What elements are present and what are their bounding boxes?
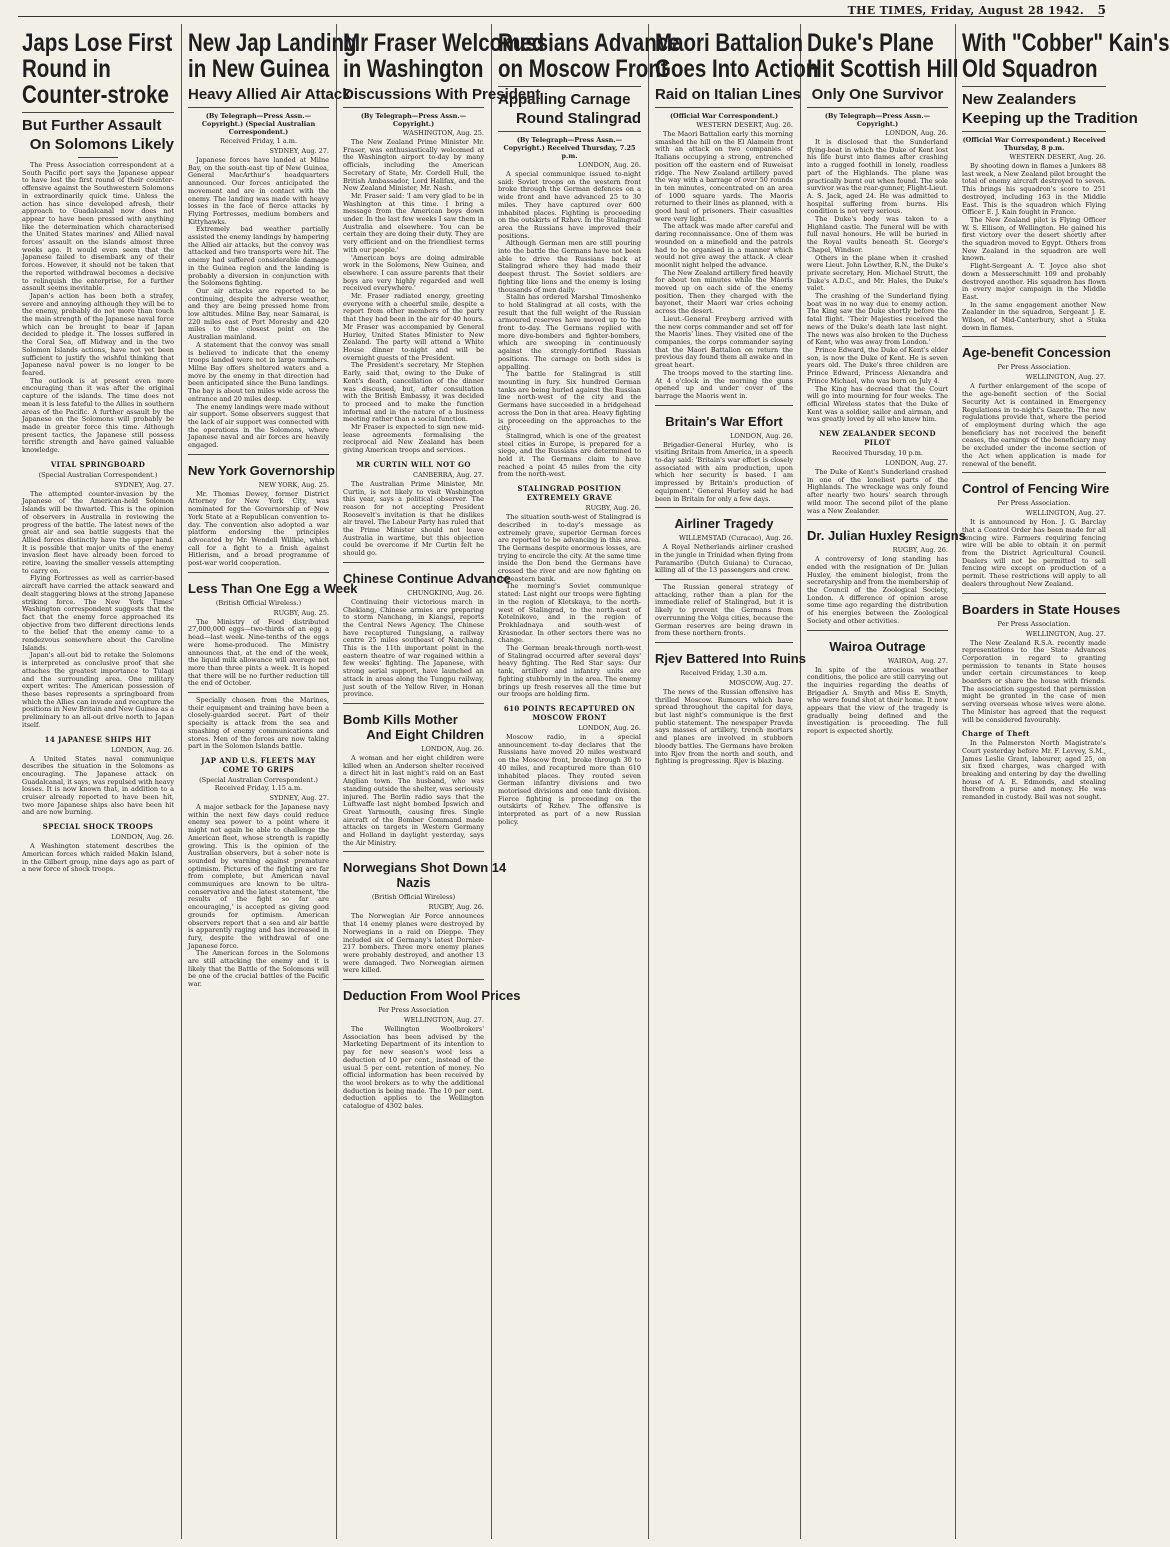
headline-huxley: Dr. Julian Huxley Resigns <box>807 528 966 544</box>
headline-cobber-kain <box>962 29 1170 83</box>
dateline: RUGBY, Aug. 26. <box>892 546 948 555</box>
divider <box>807 107 948 108</box>
headline-line: With "Cobber" Kain's <box>962 29 1170 57</box>
divider <box>655 405 793 406</box>
headline-norwegians <box>343 860 507 891</box>
column-rule <box>491 24 492 1539</box>
divider <box>962 593 1106 594</box>
dateline: WELLINGTON, Aug. 27. <box>403 1016 484 1025</box>
article-paragraph: The morning's Soviet communique stated: Last night our troops were fighting in the region of Kletskaya, to the north-west of Stalingrad, to the north-east of Kotelnikovo, and in the region of Prokhladnaya and south-west of Krasnodar. In other sectors there was no change. <box>498 582 641 645</box>
column-rule <box>181 24 182 1539</box>
dateline: WAIROA, Aug. 27. <box>887 656 948 665</box>
subhead: Discussions With President <box>343 86 541 103</box>
subhead: New Zealanders <box>962 91 1077 108</box>
divider <box>188 107 329 108</box>
article-paragraph: 'American boys are doing admirable work in the Solomons, New Guinea, and elsewhere. I can assure parents that their boys are very highly regarded and well received everywhere.' <box>343 253 484 293</box>
dateline: RUGBY, Aug. 26. <box>428 903 484 912</box>
subhead: On Solomons Likely <box>29 136 174 153</box>
article-paragraph: The situation south-west of Stalingrad is described in to-day's message as extremely grave, superior German forces are reported to be advancing in this area. The Germans despite enormous losses, are trying to encircle the city. At the same time inside the Don bend the Germans have crossed the river and are now fighting on the eastern bank. <box>498 513 641 583</box>
article-paragraph: The attack was made after careful and daring reconnaissance. One of them was wounded on a minefield and the patrols had to be organised in a manner which would not give away the attack. A clear moonlit night helped the advance. <box>655 222 793 269</box>
column-rule <box>648 24 649 1539</box>
article-paragraph: Lieut.-General Freyberg arrived with the new corps commander and set off for the Maoris' lines. They visited one of the companies, the corps commander saying that the Maori Battalion on return the previous day found them all awake and in great heart. <box>655 314 793 370</box>
article-paragraph: A Washington statement describes the American forces which raided Makin Island, in the Gilbert group, nine days ago as part of a new force of shock troops. <box>22 842 174 874</box>
article-paragraph: Japan's action has been both a strafey, severe and annoying although they will be to the enemy, probably do not more than touch the main strength of the Japanese naval force which can be brought to bear if Japan decided to pledge it. The losses suffered in the Coral Sea, off Midway and in the two Solomon Islands actions, have not yet been sufficient to justify the wishful thinking that Japanese naval power is no longer to be feared. <box>22 291 174 377</box>
page-number: 5 <box>1097 3 1106 17</box>
article-paragraph: The attempted counter-invasion by the Japanese of the American-held Solomon Islands will be thwarted. This is the opinion of observers in Australia in reviewing the progress of the battle. The latest news of the great air and sea battle suggests that the Allied forces distinctly have the upper hand. It is possible that major units of the enemy invasion fleet have already been forced to retire, leaving the smaller vessels attempting to carry on. <box>22 489 174 575</box>
article-paragraph: Although German men are still pouring into the battle the Germans have not been able to drive the Russians back at Stalingrad where they had made their deepest thrust. The Soviet soldiers are fighting like lions and the enemy is losing thousands of men daily. <box>498 239 641 294</box>
article-paragraph: Mr. Thomas Dewey, former District Attorney for New York City, was nominated for the Governorship of New York State at a Republican convention to-day. The convention also adopted a war platform endorsing the principles advocated by Mr. Wendell Willkie, which call for a fight to a finish against Hitlerism, and a broad programme of post-war world cooperation. <box>188 489 329 568</box>
dateline: LONDON, Aug. 27. <box>885 459 948 468</box>
headline-line: Mr Fraser Welcomed <box>343 29 545 57</box>
article-paragraph: Brigadier-General Hurley, who is visiting Britain from America, in a speech to-day said: 'Britain's war effort is closely associated with aim production, upon which her security is based. I am impressed by Britain's production of equipment.' General Hurley said he had been in Britain for only a few days. <box>655 440 793 503</box>
divider <box>498 86 641 87</box>
column-rule <box>955 24 956 1539</box>
headline-airliner: Airliner Tragedy <box>674 516 774 532</box>
column-4 <box>498 24 680 1539</box>
article-paragraph: The Maori Battalion early this morning smashed the hill on the El Alamein front with an attack on two companies of Italians occupying a strong, entrenched position off the eastern end of Ruweisat ridge. The New Zealand artillery paved the way with a barrage of over 50 rounds in ten minutes, concentrated on an area of 1000 square yards. The Maoris returned to their lines as planned, with a good haul of prisoners. Their casualties were very light. <box>655 130 793 223</box>
dateline: LONDON, Aug. 26. <box>578 161 641 169</box>
headline-line: Norwegians Shot Down 14 <box>343 860 507 876</box>
received-time: Received Friday, 1.30 a.m. <box>680 668 768 677</box>
section-heading: MR CURTIN WILL NOT GO <box>356 459 471 469</box>
dateline: WELLINGTON, Aug. 27. <box>1025 373 1106 382</box>
headline-britain-war-effort: Britain's War Effort <box>665 413 783 429</box>
article-paragraph: Mr. Fraser said: 'I am very glad to be in Washington at this time. I bring a message from the American boys down under. In the last few weeks I saw them in Australia and elsewhere. You can be certain they are doing their duty. They are very efficient and on the friendliest terms with our people.' <box>343 191 484 254</box>
article-paragraph: A major setback for the Japanese navy within the next few days could reduce enemy sea power to a point where it might not again be able to challenge the American fleet, whose strength is rapidly growing. This is the opinion of the Australian observers, but a sober note is sounded by warning against premature optimism. Pictures of the fighting are far from complete, but American naval communiques are known to be ultra-conservative and the latest statement, 'the results of the fight so far are encouraging,' is accepted as giving good grounds for optimism. American observers report that a sea and air battle is apparently raging and has increased in fury, despite the withdrawal of one Japanese force. <box>188 803 329 950</box>
dateline: WILLEMSTAD (Curacao), Aug. 26. <box>679 534 793 543</box>
divider <box>343 562 484 563</box>
article-paragraph: Our air attacks are reported to be continuing, despite the adverse weather, and they are being pressed home from low altitudes. Milne Bay, near Samarai, is 220 miles east of Port Moresby and 420 miles to the closest point on the Australian mainland. <box>188 286 329 342</box>
masthead-date: THE TIMES, Friday, August 28 1942. <box>847 4 1084 17</box>
article-paragraph: By shooting down in flames a Junkers 88 last week, a New Zealand pilot brought the total of enemy aircraft destroyed to seven. This brings his squadron's score to 251 destroyed, including 163 in the Middle East. This is the squadron which Flying Officer E. J. Kain fought in France. <box>962 162 1106 217</box>
article-paragraph: The Russian general strategy of attacking, rather than a plan for the immediate relief of Stalingrad, but it is likely to prevent the Germans from overrunning the Volga cities, because the German reserves are being drawn in from these northern fronts. <box>655 583 793 638</box>
article-paragraph: Stalingrad, which is one of the greatest steel cities in Europe, is prepared for a siege, and the Russians are determined to hold it. The Germans claim to have reached a point 45 miles from the city from the north-west. <box>498 431 641 479</box>
article-paragraph: In spite of the atrocious weather conditions, the police are still carrying out the inquiries regarding the deaths of Brigadier A. Smyth and Miss E. Smyth, who were found shot at their home. It now appears that the view of the tragedy is gradually being defined and the investigation is proceeding. The full report is expected shortly. <box>807 665 948 736</box>
article-paragraph: The New Zealand Prime Minister Mr. Fraser, was enthusiastically welcomed at the Washington airport to-day by many officials, including the American Secretary of State, Mr. Cordell Hull, the British Ambassador, Lord Halifax, and the New Zealand Minister, Mr. Nash. <box>343 138 484 193</box>
article-paragraph: The New Zealand artillery fired heavily for about ten minutes while the Maoris moved up on each side of the enemy position. Then they charged with the bayonet, their Maori war cries echoing across the desert. <box>655 268 793 316</box>
column-5 <box>655 24 819 1539</box>
headline-line: Counter-stroke <box>22 81 169 109</box>
dateline: SYDNEY, Aug. 27. <box>114 480 174 489</box>
article-paragraph: The news of the Russian offensive has thrilled Moscow. Rumours which have spread throughout the capital for days, but last night's communique is the first public statement. The newspaper Pravda says masses of artillery, trench mortars and planes are involved in stubborn bloody battles. The Germans have broken into Rjev from the north and south, and fighting is progressing. Rjev is blazing. <box>655 687 793 766</box>
article-paragraph: The Duke's body was taken to a Highland castle. The funeral will be with full naval honours. He will be buried in the Royal vaults beneath St. George's Chapel, Windsor. <box>807 215 948 254</box>
headline-wool: Deduction From Wool Prices <box>343 988 521 1004</box>
article-paragraph: It is disclosed that the Sunderland flying-boat in which the Duke of Kent lost his life burst into flames after crashing into a rugged foothill in lonely, roadless part of the Highlands. The plane was practically burnt out when found. The sole survivor was the rear-gunner, Flight-Lieut. A. S. Jack, aged 24. He was admitted to hospital suffering from burns. His condition is not very serious. <box>807 138 948 216</box>
headline-line: Old Squadron <box>962 55 1098 83</box>
article-paragraph: Stalin has ordered Marshal Timoshenko to hold Stalingrad at all costs, with the result that the full weight of the Russian armoured reserves have moved up to the front to-day. The Germans replied with more dive-bombers and fighter-bombers, which are swooping in continuously against the strongly-fortified Russian positions. The carnage on both sides is appalling. <box>498 293 641 371</box>
byline: Per Press Association. <box>997 619 1071 628</box>
headline-line: on Moscow Front <box>498 55 668 83</box>
dateline: WELLINGTON, Aug. 27. <box>1025 509 1106 518</box>
section-heading: 14 JAPANESE SHIPS HIT <box>44 734 152 744</box>
dateline: LONDON, Aug. 26. <box>111 745 174 754</box>
section-heading: STALINGRAD POSITION EXTREMELY GRAVE <box>517 484 622 503</box>
dateline: MOSCOW, Aug. 27. <box>729 678 793 687</box>
headline-boarders: Boarders in State Houses <box>962 601 1121 617</box>
byline: (British Official Wireless) <box>371 893 456 902</box>
headline-russians-advance <box>498 29 680 83</box>
divider <box>343 703 484 704</box>
headline-line: And Eight Children <box>366 727 484 742</box>
headline-dukes-plane <box>807 29 959 83</box>
headline-line: in Washington <box>343 55 484 83</box>
article-paragraph: A woman and her eight children were killed when an Anderson shelter received a direct hit in last night's raid on an East Anglian town. The husband, who was standing outside the shelter, was seriously injured. The Berlin radio says that the Luftwaffe last night bombed Ipswich and Great Yarmouth, causing fires. Single aircraft of the Bomber Command made attacks on targets in Western Germany and Holland in daylight yesterday, says the Air Ministry. <box>343 754 484 847</box>
headline-line: Round in <box>22 55 111 83</box>
article-paragraph: A United States naval communique describes the situation in the Solomons as encouraging. The Japanese attack on Guadalcanal, it says, was repulsed with heavy losses. It is now known that, in addition to a cruiser already reported to have been hit, two more Japanese ships also have been hit and are now burning. <box>22 754 174 817</box>
byline: Per Press Association. <box>997 499 1071 508</box>
divider <box>962 336 1106 337</box>
divider <box>343 851 484 852</box>
article-paragraph: The enemy landings were made without air support. Some observers suggest that the lack of air support was connected with the operations in the Solomons, where Japanese naval and air forces are heavily engaged. <box>188 402 329 450</box>
subhead: Heavy Allied Air Attack <box>188 86 351 103</box>
dateline: WASHINGTON, Aug. 25. <box>402 129 484 137</box>
article-paragraph: In the Palmerston North Magistrate's Court yesterday before Mr. F. Levvey, S.M., James Leslie Grant, labourer, aged 25, on six fixed charges, was charged with breaking and entering by day the dwelling house of A. E. Edmonds, and stealing therefrom a purse and money. He was remanded in custody. Bail was not sought. <box>962 739 1106 802</box>
article-paragraph: The outlook is at present even more encouraging than it was after the original capture of the islands. The time does not mean it is less fateful to the Allies in southern areas of the Pacific. A further assault by the Japanese on the Solomons will probably be made in greater force this time. Although present tactics, the Japanese still possess terrific strength and have gained valuable knowledge. <box>22 376 174 455</box>
headline-line: in New Guinea <box>188 55 330 83</box>
byline: (By Telegraph—Press Assn.—Copyright.) <box>360 112 467 128</box>
section-heading: VITAL SPRINGBOARD <box>50 459 146 469</box>
divider <box>343 107 484 108</box>
column-rule <box>336 24 337 1539</box>
byline: (Official War Correspondent.) Received Thursday, 8 p.m. <box>962 136 1106 152</box>
headline-line: Russians Advance <box>498 29 680 57</box>
divider <box>188 572 329 573</box>
column-2 <box>188 24 358 1539</box>
dateline: LONDON, Aug. 26. <box>111 833 174 842</box>
dateline: CANBERRA, Aug. 27. <box>412 470 484 479</box>
subhead: But Further Assault <box>22 117 162 134</box>
headline-line: Maori Battalion <box>655 29 804 57</box>
article-paragraph: Japanese forces have landed at Milne Bay, on the south-east tip of New Guinea, General MacArthur's headquarters announced. Our forces anticipated the movement and are in contact with the enemy. The landing was made with heavy losses in the face of fierce attacks by Flying Fortresses, medium bombers and Kittyhawks. <box>188 156 329 226</box>
article-paragraph: The Press Association correspondent at a South Pacific port says the Japanese appear to have lost the first round of their counter-offensive against the Southwestern Solomons in extraordinarily quick time. Unless the action has since developed afresh, their approach to Guadalcanal now does not appear to have been pressed with anything like the determination which characterised the United States marines' and Allied naval forces' assault on the islands almost three weeks ago. It would even seem that the Japanese failed to disembark any of their forces. However, it should not be taken that the reported withdrawal becomes a decisive to relinquish the enterprise, for a further assault seems inevitable. <box>22 161 174 293</box>
byline: Per Press Association <box>378 1006 449 1015</box>
divider <box>655 642 793 643</box>
article-paragraph: Extremely bad weather partially assisted the enemy landings by hampering the Allied air attacks, but the convoy was attacked and two transports were hit. The enemy had suffered considerable damage in the Guinea region and the landing is probably a diversion in conjunction with the Solomons fighting. <box>188 225 329 288</box>
headline-line: Hit Scottish Hill <box>807 55 959 83</box>
article-paragraph: Mr. Fraser radiated energy, greeting everyone with a cheerful smile, despite a report from other members of the party that they had been in the air for 40 hours. Mr Fraser was accompanied by General Hurley, United States Minister to New Zealand. The party will attend a White House dinner to-night and will be overnight guests of the President. <box>343 292 484 362</box>
article-paragraph: Continuing their victorious march in Chekiang, Chinese armies are preparing to storm Nanchang, in Kiangsi, reports the Central News Agency. The Chinese have recaptured Tungsiang, a railway centre 25 miles southeast of Nanchang. This is the 11th important point in the eastern theatre of war regained within a few weeks' fighting. The Japanese, with strong aerial support, have launched an attack in areas along the Tungpu railway, just south of the Yellow River, in Honan province. <box>343 597 484 699</box>
dateline: WELLINGTON, Aug. 27. <box>1025 629 1106 638</box>
headline-fencing-wire: Control of Fencing Wire <box>962 481 1110 497</box>
headline-line: Nazis <box>396 875 431 891</box>
article-paragraph: Flight-Sergeant A. T. Joyce also shot down a Messerschmitt 109 and probably destroyed another. His squadron has flown in every major campaign in the Middle East. <box>962 262 1106 301</box>
subhead: Keeping up the Tradition <box>962 110 1138 127</box>
section-heading: JAP AND U.S. FLEETS MAY COME TO GRIPS <box>201 756 316 774</box>
section-heading: NEW ZEALANDER SECOND PILOT <box>819 429 936 448</box>
divider <box>962 131 1106 132</box>
byline: (By Telegraph—Press Assn.—Copyright.) <box>824 112 931 128</box>
column-7 <box>962 24 1170 1539</box>
dateline: SYDNEY, Aug. 27. <box>269 794 329 802</box>
divider <box>78 157 118 158</box>
headline-chinese: Chinese Continue Advance <box>343 570 511 586</box>
section-heading: SPECIAL SHOCK TROOPS <box>42 822 154 832</box>
byline: (Special Australian Correspondent.) Received Friday, 1.15 a.m. <box>199 776 318 792</box>
subhead: Appalling Carnage <box>498 91 631 108</box>
article-paragraph: Others in the plane when it crashed were Lieut. John Lowther, R.N., the Duke's private secretary, Hon. Michael Strutt, the Duke's A.D.C., and Mr. Hales, the Duke's valet. <box>807 253 948 293</box>
divider <box>655 107 793 108</box>
article-paragraph: Mr Fraser is expected to sign new mid-lease agreements formalising the reciprocal aid New Zealand has been giving American troops and services. <box>343 423 484 455</box>
article-paragraph: The Norwegian Air Force announces that 14 enemy planes were destroyed by Norwegians in a raid on Dieppe. They included six of Germany's latest Dornier-217 bombers. Three more enemy planes were probably destroyed, and another 13 were damaged. Two Norwegian airmen were killed. <box>343 912 484 975</box>
article-paragraph: In the same engagement another New Zealander in the squadron, Sergeant J. E. Wilson, of Mid-Canterbury, shot a Stuka down in flames. <box>962 300 1106 332</box>
dateline: CHUNGKING, Aug. 26. <box>407 588 484 597</box>
subhead: Round Stalingrad <box>516 110 641 127</box>
article-paragraph: The Wellington Woolbrokers' Association has been advised by the Marketing Department of its intention to pay for new season's wool less a deduction of 10 per cent., instead of the usual 5 per cent. retention of money. No official information has been received by the wool brokers as to why the additional deduction is being made. The 10 per cent. deduction applies to the Wellington catalogue of 4302 bales. <box>343 1025 484 1111</box>
article-paragraph: The battle for Stalingrad is still mounting in fury. Six hundred German tanks are being hurled against the Russian line north-west of the city and the Germans have succeeded in a bridgehead across the Don in that area. Heavy fighting is proceeding on the approaches to the city. <box>498 370 641 433</box>
article-paragraph: Flying Fortresses as well as carrier-based aircraft have carried the attack seaward and dealt staggering blows at the strong Japanese striking force. The New York Times' Washington correspondent suggests that the fact that the enemy force approached its objective from two different directions lends to the belief that the enemy came to a rendezvous somewhere about the Caroline Islands. <box>22 574 174 652</box>
dateline: LONDON, Aug. 26. <box>885 129 948 137</box>
dateline: WESTERN DESERT, Aug. 26. <box>1009 153 1106 161</box>
article-paragraph: A further enlargement of the scope of the age-benefit section of the Social Security Act is contained in Emergency Regulations in to-night's Gazette. The new regulations provide that, where the period of employment during which the age beneficiary has not received the benefit ceases, the earnings of the beneficiary may be excluded under the income section of the Act when application is made for renewal of the benefit. <box>962 382 1106 468</box>
headline-line: New Jap Landing <box>188 29 357 57</box>
column-1 <box>22 24 174 1539</box>
article-paragraph: The crashing of the Sunderland flying boat was in no way due to enemy action. The King saw the Duke shortly before the fatal flight. 'Their Majesties received the news of the Duke's death late last night. The news was also broken to the Duchess of Kent, who was away from London.' <box>807 292 948 347</box>
headline-line: Goes Into Action <box>655 55 819 83</box>
divider <box>962 86 1106 87</box>
article-paragraph: The German break-through north-west of Stalingrad occurred after several days' heavy fighting. The Red Star says: Our tank, artillery and infantry units are fighting stubbornly in the area. The enemy brings up fresh reserves all the time but our troops are holding firm. <box>498 644 641 699</box>
headline-line: Duke's Plane <box>807 29 934 57</box>
headline-line: Bomb Kills Mother <box>343 712 458 727</box>
received-time: Received Friday, 1 a.m. <box>219 137 298 145</box>
byline: Per Press Association. <box>997 363 1071 372</box>
article-paragraph: A special communique issued to-night said: Soviet troops on the western front broke through the German defences on a wide front and have advanced 25 to 30 miles. They have captured over 600 inhabited places. Fighting is proceeding on the outskirts of Rzhev. In the Stalingrad area the Russians have improved their positions. <box>498 170 641 240</box>
article-paragraph: The troops moved to the starting line. At 4 o'clock in the morning the guns opened up and under cover of the barrage the Maoris went in. <box>655 368 793 400</box>
dateline: RUGBY, Aug. 26. <box>585 504 641 513</box>
byline: (By Telegraph—Press Assn.—Copyright.) (Special Australian Correspondent.) <box>201 112 316 136</box>
byline: (Official War Correspondent.) <box>669 112 779 120</box>
dateline: NEW YORK, Aug. 25. <box>258 480 329 489</box>
divider <box>962 472 1106 473</box>
headline-wairoa: Wairoa Outrage <box>829 638 926 654</box>
article-paragraph: The Duke of Kent's Sunderland crashed in one of the loneliest parts of the Highlands. The wreckage was only found after nearly two hours' search through wild moor. The second pilot of the plane was a New Zealander. <box>807 468 948 515</box>
article-paragraph: The New Zealand R.S.A. recently made representations to the State Advances Corporation in regard to granting permission to tenants in State houses under certain circumstances to keep boarders or share the house with friends. The association suggested that permission might be granted in the case of men serving overseas whose wives were alone. The Minister has agreed that the request will be considered favourably. <box>962 638 1106 724</box>
divider <box>188 692 329 693</box>
section-heading: 610 POINTS RECAPTURED ON MOSCOW FRONT <box>503 704 636 722</box>
headline-maori-battalion <box>655 29 819 83</box>
divider <box>498 131 641 132</box>
divider <box>807 630 948 631</box>
headline-egg: Less Than One Egg a Week <box>188 580 358 596</box>
column-6 <box>807 24 966 1539</box>
subhead: Raid on Italian Lines <box>655 86 801 103</box>
dateline: WESTERN DESERT, Aug. 26. <box>696 121 793 129</box>
article-paragraph: Japan's all-out bid to retake the Solomons is interpreted as conclusive proof that she attaches the greatest importance to Tulagi and the surrounding area. One military expert writes: The American possession of these bases represents a springboard from which the Allies can invade and recapture the positions in New Britain and New Guinea as a preliminary to an all-out drive north to Japan itself. <box>22 651 174 729</box>
divider <box>22 112 174 113</box>
headline-rjev: Rjev Battered Into Ruins <box>655 650 806 666</box>
masthead-rule <box>18 16 1104 17</box>
headline-new-jap-landing <box>188 29 357 83</box>
article-paragraph: The New Zealand pilot is Flying Officer W. S. Ellison, of Wellington. He gained his first victory over the desert shortly after the squadron moved to Egypt. Others from New Zealand in the squadron are well known. <box>962 215 1106 263</box>
headline-bomb <box>343 712 484 742</box>
received-time: Received Thursday, 10 p.m. <box>832 449 923 458</box>
headline-line: Japs Lose First <box>22 29 173 57</box>
article-paragraph: The President's secretary, Mr Stephen Early, said that, owing to the Duke of Kent's death, cancellation of the dinner was discussed, but, after consultation with the British Embassy, it was decided to proceed and to make the function informal and in the nature of a business meeting rather than a social function. <box>343 361 484 424</box>
article-paragraph: Specially chosen from the Marines, their equipment and training have been a closely-guarded secret. Part of their specialty is attack from the sea and smashing of enemy communications and stores. Men of the forces are now taking part in the Solomon Islands battle. <box>188 696 329 751</box>
byline: (By Telegraph—Press Assn.—Copyright.) Received Thursday, 7.25 p.m. <box>503 136 636 160</box>
article-paragraph: Moscow radio, in a special announcement to-day declares that the Russians have moved 20 miles westward on the Moscow front, broke through 30 to 40 miles, and recaptured more than 610 inhabited places. They routed seven German infantry divisions and two motorised divisions and one tank division. Fierce fighting is proceeding on the outskirts of Rzhev. The offensive is interpreted as part of a new Russian policy. <box>498 733 641 826</box>
article-paragraph: A statement that the convoy was small is believed to indicate that the enemy troops landed were not in large numbers. Milne Bay offers sheltered waters and a move by the enemy in that direction had been anticipated since the Buna landings. The bay is about ten miles wide across the entrance and 20 miles deep. <box>188 340 329 403</box>
byline: (Special Australian Correspondent.) <box>38 470 158 479</box>
headline-fraser <box>343 29 545 83</box>
article-paragraph: The Ministry of Food distributed 27,000,000 eggs—two-thirds of an egg a head—last week. Nine-tenths of the eggs were home-produced. The Ministry announces that, at the end of the week, the liquid milk allowance will average not more than three pints a week. It is hoped that there will be no further reduction till the end of October. <box>188 617 329 688</box>
dateline: LONDON, Aug. 26. <box>578 724 641 732</box>
column-rule <box>800 24 801 1539</box>
article-paragraph: The American forces in the Solomons are still attacking the enemy and it is likely that the Battle of the Solomons will be one of the crucial battles of the Pacific war. <box>188 949 329 989</box>
divider <box>655 579 793 580</box>
dateline: SYDNEY, Aug. 27. <box>269 147 329 155</box>
article-paragraph: The King has decreed that the Court will go into mourning for four weeks. The official Wireless states that the Duke of Kent was a soldier, sailor and airman, and was greatly loved by all who knew him. <box>807 384 948 424</box>
article-paragraph: Prince Edward, the Duke of Kent's elder son, is now the Duke of Kent. He is seven years old. The Duke's three children are Prince Edward, Princess Alexandra and Prince Michael, who was born on July 4. <box>807 345 948 385</box>
divider <box>655 507 793 508</box>
divider <box>807 519 948 520</box>
divider <box>343 979 484 980</box>
byline: (British Official Wireless.) <box>215 598 302 607</box>
column-3 <box>343 24 545 1539</box>
article-paragraph: The Australian Prime Minister, Mr. Curtin, is not likely to visit Washington this year, says a political observer. The reason for not accepting President Roosevelt's invitation is that he dislikes air travel. The Labour Party has ruled that the Prime Minister should not leave Australia in wartime, but this objection could be overcome if Mr Curtin felt he should go. <box>343 479 484 558</box>
dateline: LONDON, Aug. 26. <box>421 745 484 753</box>
section-heading: Charge of Theft <box>962 729 1030 739</box>
dateline: LONDON, Aug. 26. <box>730 431 793 440</box>
subhead: Only One Survivor <box>811 86 944 103</box>
divider <box>188 454 329 455</box>
headline-ny-governorship: New York Governorship <box>188 462 335 478</box>
article-paragraph: A controversy of long standing has ended with the resignation of Dr. Julian Huxley, the eminent biologist, from the secretaryship and from the membership of the Council of the Zoological Society, London. A difference of opinion arose some time ago regarding the distribution of his energies between the Zoological Society and other activities. <box>807 555 948 625</box>
headline-age-benefit: Age-benefit Concession <box>962 345 1111 361</box>
headline-japs-lose <box>22 29 173 109</box>
article-paragraph: A Royal Netherlands airliner crashed in the jungle in Trinidad when flying from Paramaribo (Dutch Guiana) to Curacao, killing all of the 13 passengers and crew. <box>655 543 793 575</box>
dateline: RUGBY, Aug. 25. <box>273 608 329 617</box>
article-paragraph: It is announced by Hon. J. G. Barclay that a Control Order has been made for all fencing wire. Farmers requiring fencing wire will be able to obtain it on permit from the District Agricultural Council. Dealers will not be permitted to sell fencing wire except on production of a permit. These restrictions will apply to all dealers throughout New Zealand. <box>962 518 1106 588</box>
